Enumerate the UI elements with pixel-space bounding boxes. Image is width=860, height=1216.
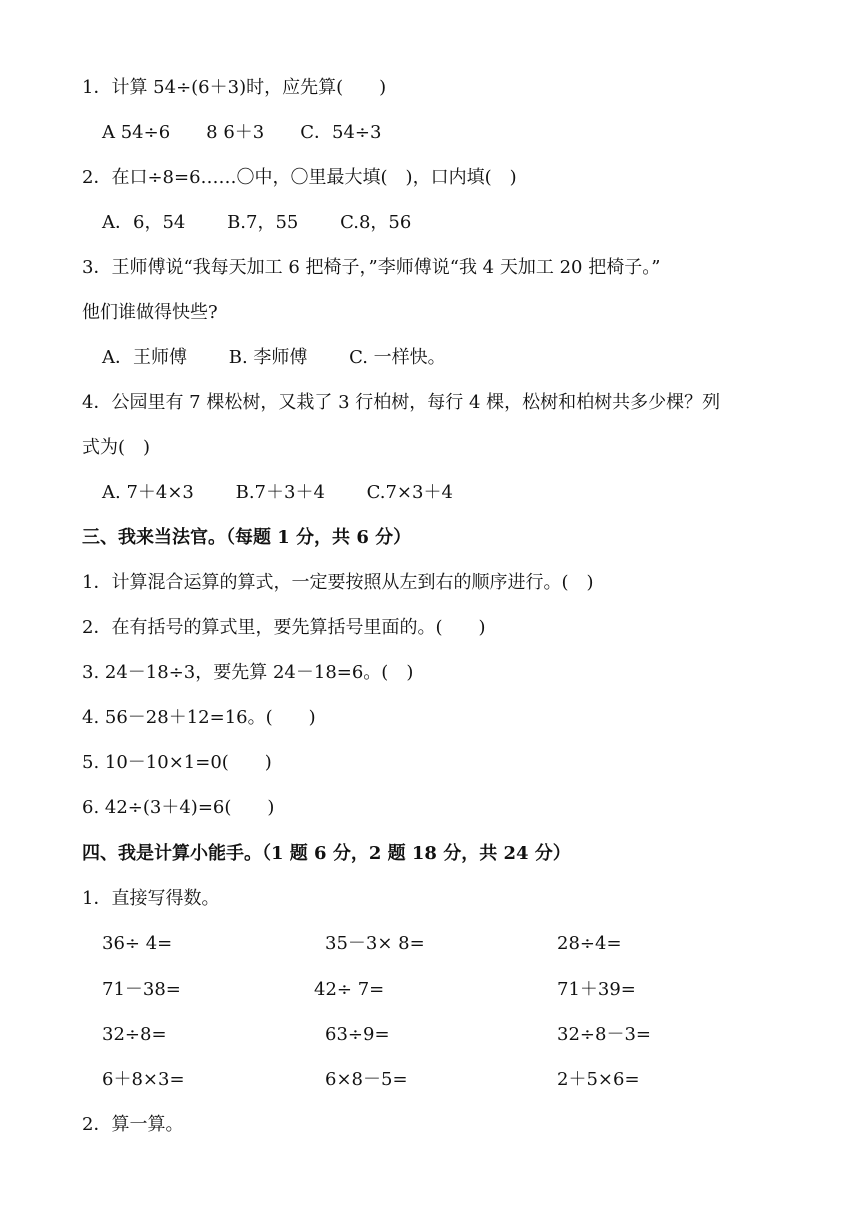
question-1-stem: 1．计算 54÷(6＋3)时，应先算( ) bbox=[82, 77, 387, 98]
judge-item-1: 1．计算混合运算的算式，一定要按照从左到右的顺序进行。( ) bbox=[82, 572, 594, 593]
section-4-sub2: 2．算一算。 bbox=[82, 1114, 184, 1135]
question-4-stem-line1: 4．公园里有 7 棵松树，又栽了 3 行柏树，每行 4 棵，松树和柏树共多少棵？列 bbox=[82, 392, 721, 413]
calc-problem: 32÷8= bbox=[102, 1024, 167, 1045]
calc-problem: 2＋5×6= bbox=[557, 1069, 640, 1090]
calc-problem: 6×8－5= bbox=[325, 1069, 408, 1090]
section-4-sub1: 1．直接写得数。 bbox=[82, 888, 220, 909]
calc-problem: 35－3× 8= bbox=[325, 933, 425, 954]
calc-problem: 42÷ 7= bbox=[314, 979, 385, 1000]
calc-problem: 71＋39= bbox=[557, 979, 636, 1000]
question-4-options: A. 7＋4×3 B.7＋3＋4 C.7×3＋4 bbox=[102, 482, 453, 503]
question-3-options: A．王师傅 B. 李师傅 C. 一样快。 bbox=[102, 347, 446, 368]
question-4-stem-line2: 式为( ) bbox=[82, 437, 151, 458]
calc-problem: 32÷8－3= bbox=[557, 1024, 651, 1045]
calc-problem: 63÷9= bbox=[325, 1024, 390, 1045]
question-3-stem-line1: 3．王师傅说“我每天加工 6 把椅子，”李师傅说“我 4 天加工 20 把椅子。” bbox=[82, 257, 661, 278]
calc-problem: 71－38= bbox=[102, 979, 181, 1000]
question-2-stem: 2．在口÷8=6……〇中，〇里最大填( )，口内填( ) bbox=[82, 167, 517, 188]
question-3-stem-line2: 他们谁做得快些? bbox=[82, 302, 218, 323]
judge-item-3: 3. 24－18÷3，要先算 24－18=6。( ) bbox=[82, 662, 414, 683]
judge-item-4: 4. 56－28＋12=16。( ) bbox=[82, 707, 316, 728]
section-4-title: 四、我是计算小能手。（1 题 6 分，2 题 18 分，共 24 分） bbox=[82, 843, 571, 864]
judge-item-6: 6. 42÷(3＋4)=6( ) bbox=[82, 797, 275, 818]
question-1-options: A 54÷6 8 6＋3 C．54÷3 bbox=[102, 122, 382, 143]
judge-item-2: 2．在有括号的算式里，要先算括号里面的。( ) bbox=[82, 617, 486, 638]
calc-problem: 6＋8×3= bbox=[102, 1069, 185, 1090]
calc-problem: 28÷4= bbox=[557, 933, 622, 954]
question-2-options: A．6，54 B.7，55 C.8，56 bbox=[102, 212, 412, 233]
calc-problem: 36÷ 4= bbox=[102, 933, 173, 954]
judge-item-5: 5. 10－10×1=0( ) bbox=[82, 752, 272, 773]
section-3-title: 三、我来当法官。（每题 1 分，共 6 分） bbox=[82, 527, 412, 548]
